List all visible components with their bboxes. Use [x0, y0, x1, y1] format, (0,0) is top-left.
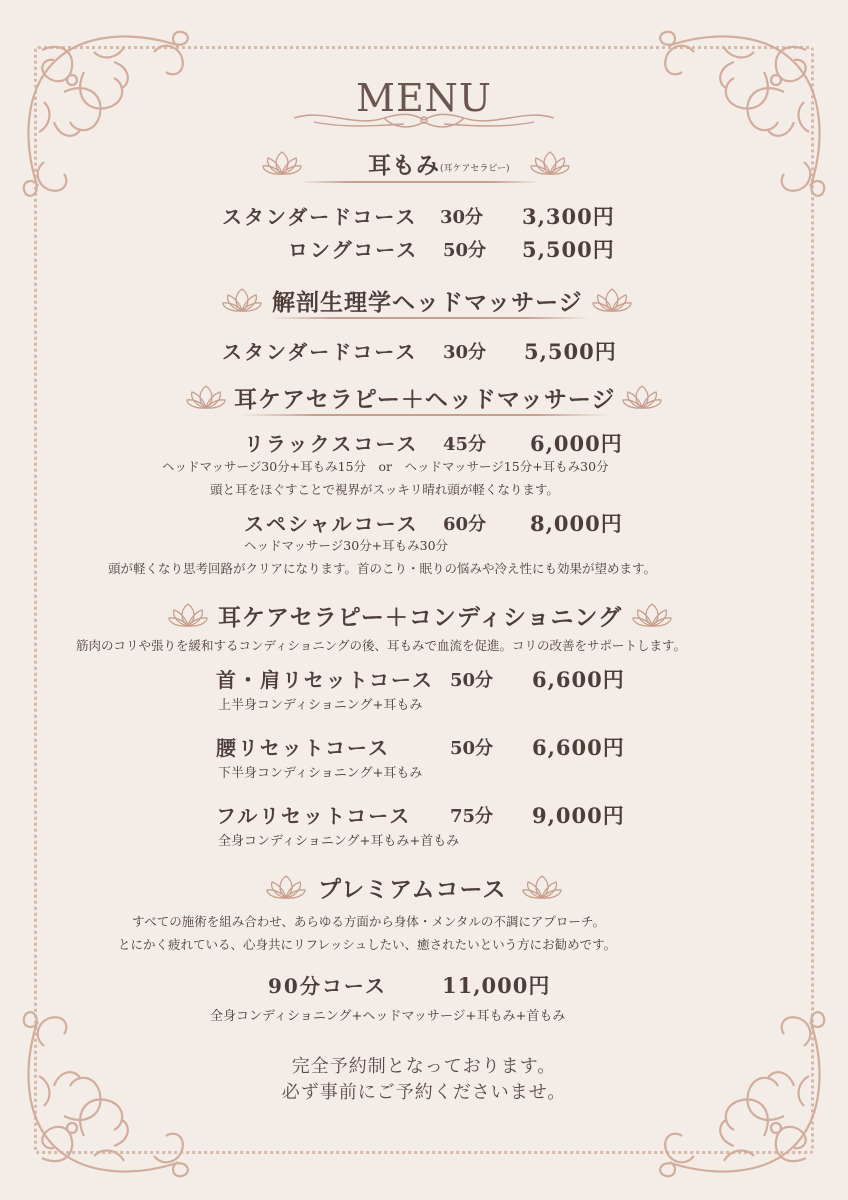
course-price: 5,500円 [522, 237, 615, 262]
course-detail: ヘッドマッサージ30分+耳もみ15分 or ヘッドマッサージ15分+耳もみ30分 [162, 459, 609, 474]
course-description: 頭と耳をほぐすことで視界がスッキリ晴れ頭が軽くなります。 [210, 482, 559, 497]
course-price: 11,000円 [442, 973, 551, 998]
course-duration: 30分 [440, 207, 484, 228]
course-name: スタンダードコース [222, 205, 418, 229]
course-duration: 45分 [443, 434, 487, 455]
course-name: フルリセットコース [216, 804, 412, 828]
course-duration: 50分 [450, 738, 494, 759]
course-name: 首・肩リセットコース [216, 668, 434, 692]
lotus-icon [262, 150, 302, 176]
section-intro: すべての施術を組み合わせ、あらゆる方面から身体・メンタルの不調にアプローチ。 [132, 914, 606, 929]
course-price: 6,600円 [532, 735, 625, 760]
course-name: リラックスコース [244, 432, 419, 456]
footer-line: 必ず事前にご予約くださいませ。 [281, 1082, 567, 1103]
course-detail: ヘッドマッサージ30分+耳もみ30分 [244, 538, 449, 553]
section-underline [300, 181, 540, 183]
course-duration: 60分 [443, 514, 487, 535]
course-detail: 上半身コンディショニング+耳もみ [218, 698, 423, 713]
footer-line: 完全予約制となっております。 [291, 1056, 557, 1077]
course-detail: 下半身コンディショニング+耳もみ [218, 766, 423, 781]
course-name: 90分コース [268, 974, 387, 998]
title-flourish-icon [284, 104, 564, 134]
course-name: スペシャルコース [244, 512, 419, 536]
lotus-icon [622, 384, 662, 410]
lotus-icon [186, 384, 226, 410]
course-price: 3,300円 [522, 204, 615, 229]
course-price: 6,600円 [532, 667, 625, 692]
course-name: ロングコース [288, 238, 419, 262]
lotus-icon [222, 287, 262, 313]
section-heading-note: (耳ケアセラピー) [440, 164, 510, 174]
page-title: MENU [356, 76, 492, 120]
section-intro: とにかく疲れている、心身共にリフレッシュしたい、癒されたいという方にお勧めです。 [118, 937, 617, 952]
lotus-icon [266, 874, 306, 900]
course-detail: 全身コンディショニング+耳もみ+首もみ [218, 834, 460, 849]
lotus-icon [592, 287, 632, 313]
course-duration: 30分 [443, 342, 487, 363]
course-detail: 全身コンディショニング+ヘッドマッサージ+耳もみ+首もみ [210, 1009, 566, 1024]
course-price: 6,000円 [530, 431, 623, 456]
course-duration: 50分 [443, 240, 487, 261]
course-duration: 75分 [450, 806, 494, 827]
lotus-icon [632, 602, 672, 628]
lotus-icon [168, 602, 208, 628]
section-underline [270, 317, 590, 319]
course-name: スタンダードコース [222, 340, 418, 364]
section-heading-mimi: 耳もみ [368, 152, 440, 179]
lotus-icon [522, 874, 562, 900]
section-intro: 筋肉のコリや張りを緩和するコンディショニングの後、耳もみで血流を促進。コリの改善をサポートします。 [76, 638, 687, 653]
course-description: 頭が軽くなり思考回路がクリアになります。首のこり・眠りの悩みや冷え性にも効果が望めます。 [108, 561, 657, 576]
section-heading-premium: プレミアムコース [318, 876, 507, 903]
course-name: 腰リセットコース [216, 736, 390, 760]
course-price: 9,000円 [532, 803, 625, 828]
course-duration: 50分 [450, 670, 494, 691]
section-heading-mimi-cond: 耳ケアセラピー＋コンディショニング [218, 604, 623, 631]
section-underline [240, 414, 610, 416]
course-price: 5,500円 [524, 339, 617, 364]
section-heading-kaibo: 解剖生理学ヘッドマッサージ [272, 289, 583, 316]
lotus-icon [530, 150, 570, 176]
course-price: 8,000円 [530, 511, 623, 536]
section-heading-mimi-head: 耳ケアセラピー＋ヘッドマッサージ [234, 386, 616, 413]
